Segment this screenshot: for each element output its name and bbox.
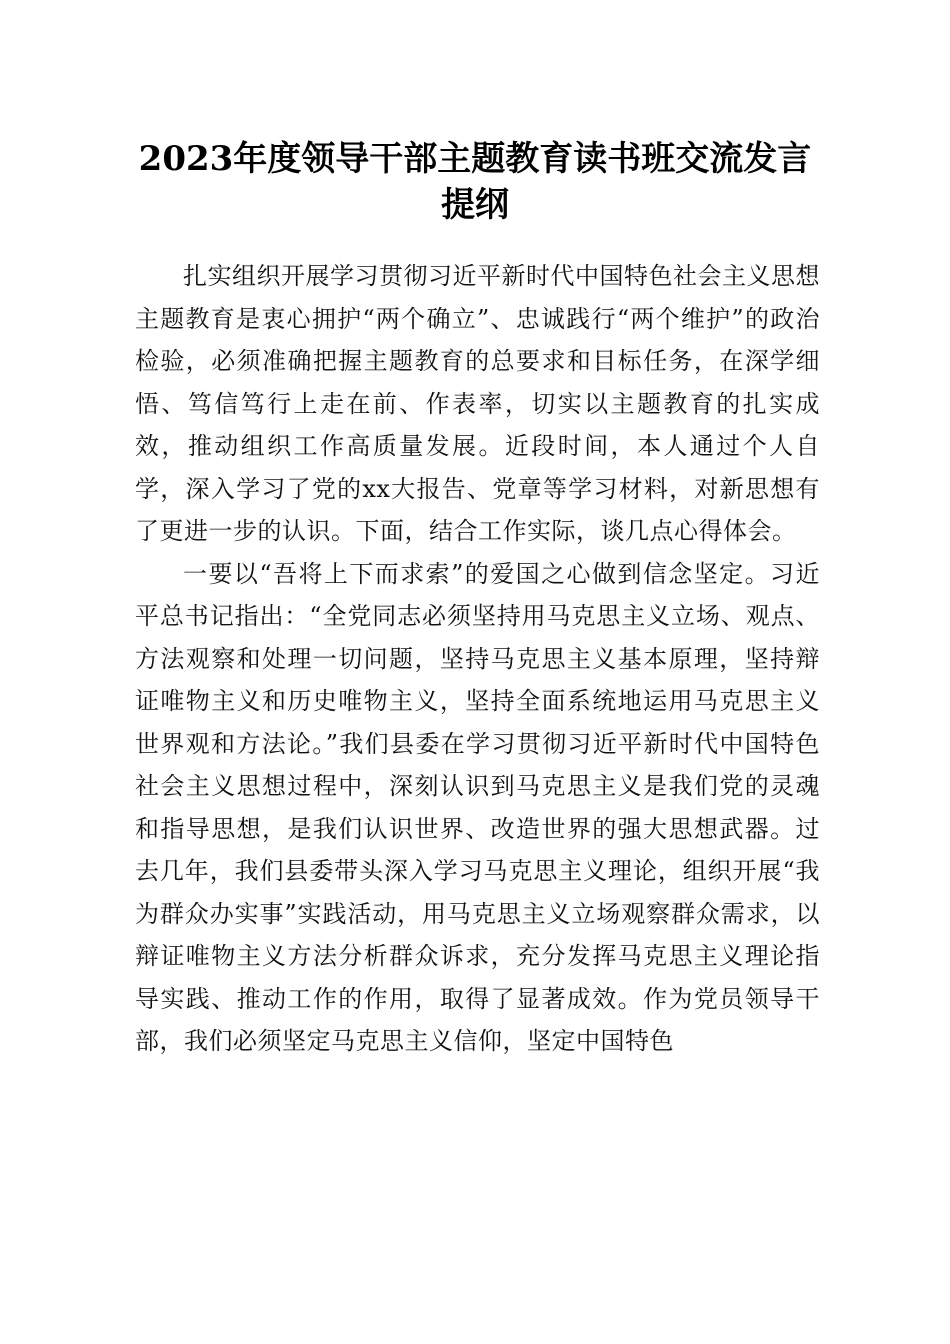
document-body (135, 255, 820, 1063)
paragraph-intro: 扎实组织开展学习贯彻习近平新时代中国特色社会主义思想主题教育是衷心拥护“两个确立”、忠诚践行“两个维护”的政治检验，必须准确把握主题教育的总要求和目标任务，在深学细悟、笃信笃行上走在前、作表率，切实以主题教育的扎实成效，推动组织工作高质量发展。近段时间，本人通过个人自学，深入学习了党的xx大报告、党章等学习材料，对新思想有了更进一步的认识。下面，结合工作实际，谈几点心得体会。 (135, 262, 820, 545)
document-title (100, 136, 850, 228)
title-line-1: 2023年度领导干部主题教育读书班交流发言 (138, 139, 812, 179)
title-line-2: 提纲 (441, 185, 509, 225)
paragraph-point-one: 一要以“吾将上下而求索”的爱国之心做到信念坚定。习近平总书记指出：“全党同志必须坚持用马克思主义立场、观点、方法观察和处理一切问题，坚持马克思主义基本原理，坚持辩证唯物主义和历史唯物主义，坚持全面系统地运用马克思主义世界观和方法论。”我们县委在学习贯彻习近平新时代中国特色社会主义思想过程中，深刻认识到马克思主义是我们党的灵魂和指导思想，是我们认识世界、改造世界的强大思想武器。过去几年，我们县委带头深入学习马克思主义理论，组织开展“我为群众办实事”实践活动，用马克思主义立场观察群众需求，以辩证唯物主义方法分析群众诉求，充分发挥马克思主义理论指导实践、推动工作的作用，取得了显著成效。作为党员领导干部，我们必须坚定马克思主义信仰，坚定中国特色 (135, 559, 820, 1055)
